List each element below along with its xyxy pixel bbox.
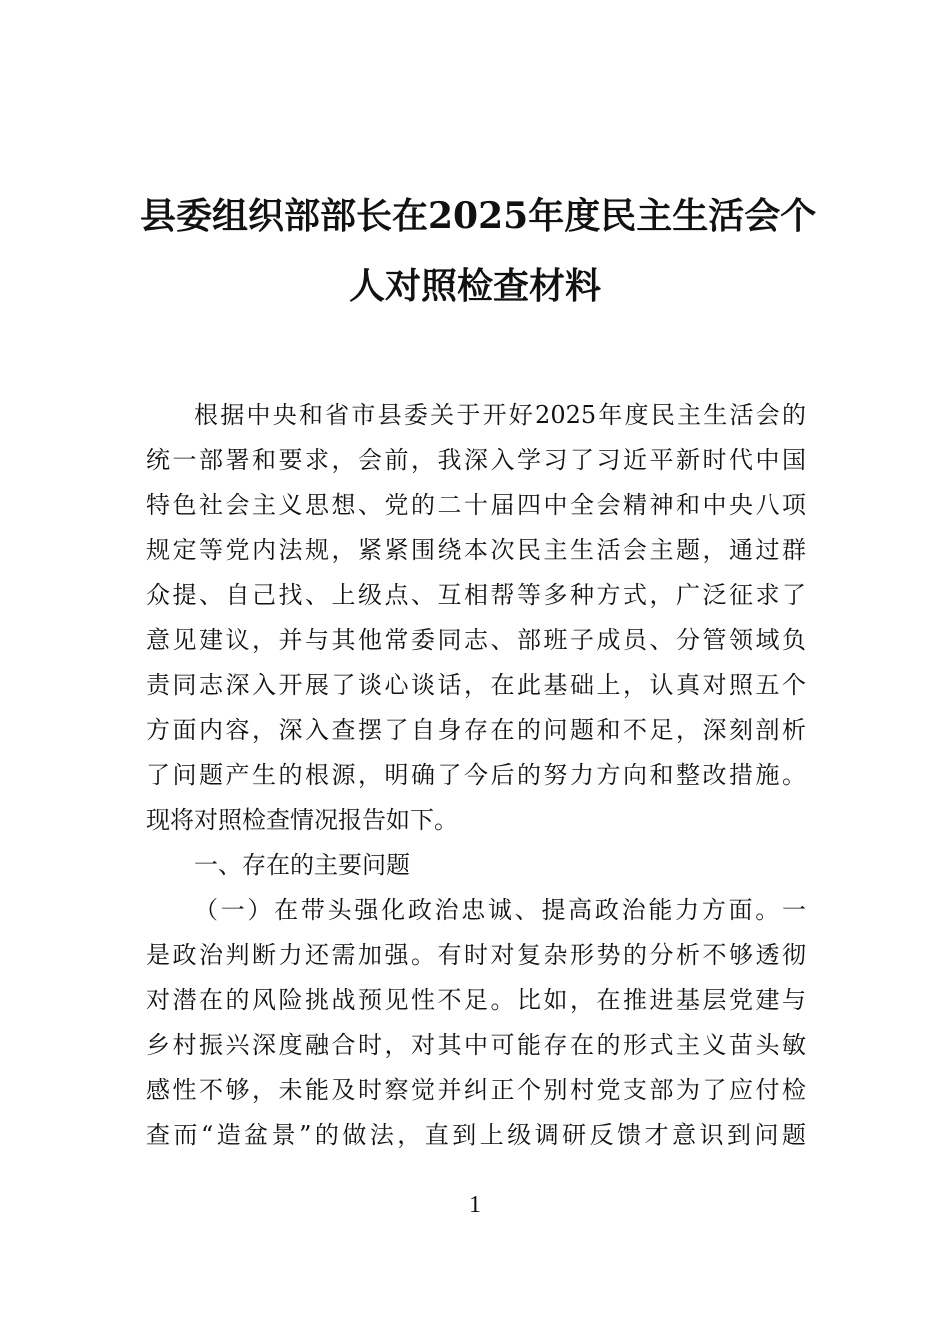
intro-line: 意见建议，并与其他常委同志、部班子成员、分管领域负 [146, 626, 806, 654]
intro-line: 特色社会主义思想、党的二十届四中全会精神和中央八项 [146, 491, 806, 519]
document-title-line-1: 县委组织部部长在2025年度民主生活会个 [140, 195, 817, 237]
intro-line: 规定等党内法规，紧紧围绕本次民主生活会主题，通过群 [146, 536, 806, 564]
page-number: 1 [469, 1192, 481, 1218]
intro-line: 统一部署和要求，会前，我深入学习了习近平新时代中国 [146, 446, 806, 474]
intro-line: 现将对照检查情况报告如下。 [146, 806, 458, 834]
section-heading: 一、存在的主要问题 [194, 851, 410, 879]
section-line: 查而“造盆景”的做法，直到上级调研反馈才意识到问题 [146, 1121, 806, 1149]
intro-line: 责同志深入开展了谈心谈话，在此基础上，认真对照五个 [146, 671, 806, 699]
intro-line: 众提、自己找、上级点、互相帮等多种方式，广泛征求了 [146, 581, 806, 609]
intro-line: 了问题产生的根源，明确了今后的努力方向和整改措施。 [146, 761, 806, 789]
section-line: 对潜在的风险挑战预见性不足。比如，在推进基层党建与 [146, 986, 806, 1014]
section-line: （一）在带头强化政治忠诚、提高政治能力方面。一 [194, 896, 806, 924]
section-line: 是政治判断力还需加强。有时对复杂形势的分析不够透彻 [146, 941, 806, 969]
document-title-line-2: 人对照检查材料 [348, 265, 601, 307]
intro-line: 根据中央和省市县委关于开好2025年度民主生活会的 [194, 401, 806, 429]
section-line: 乡村振兴深度融合时，对其中可能存在的形式主义苗头敏 [146, 1031, 806, 1059]
intro-line: 方面内容，深入查摆了自身存在的问题和不足，深刻剖析 [146, 716, 806, 744]
section-line: 感性不够，未能及时察觉并纠正个别村党支部为了应付检 [146, 1076, 806, 1104]
